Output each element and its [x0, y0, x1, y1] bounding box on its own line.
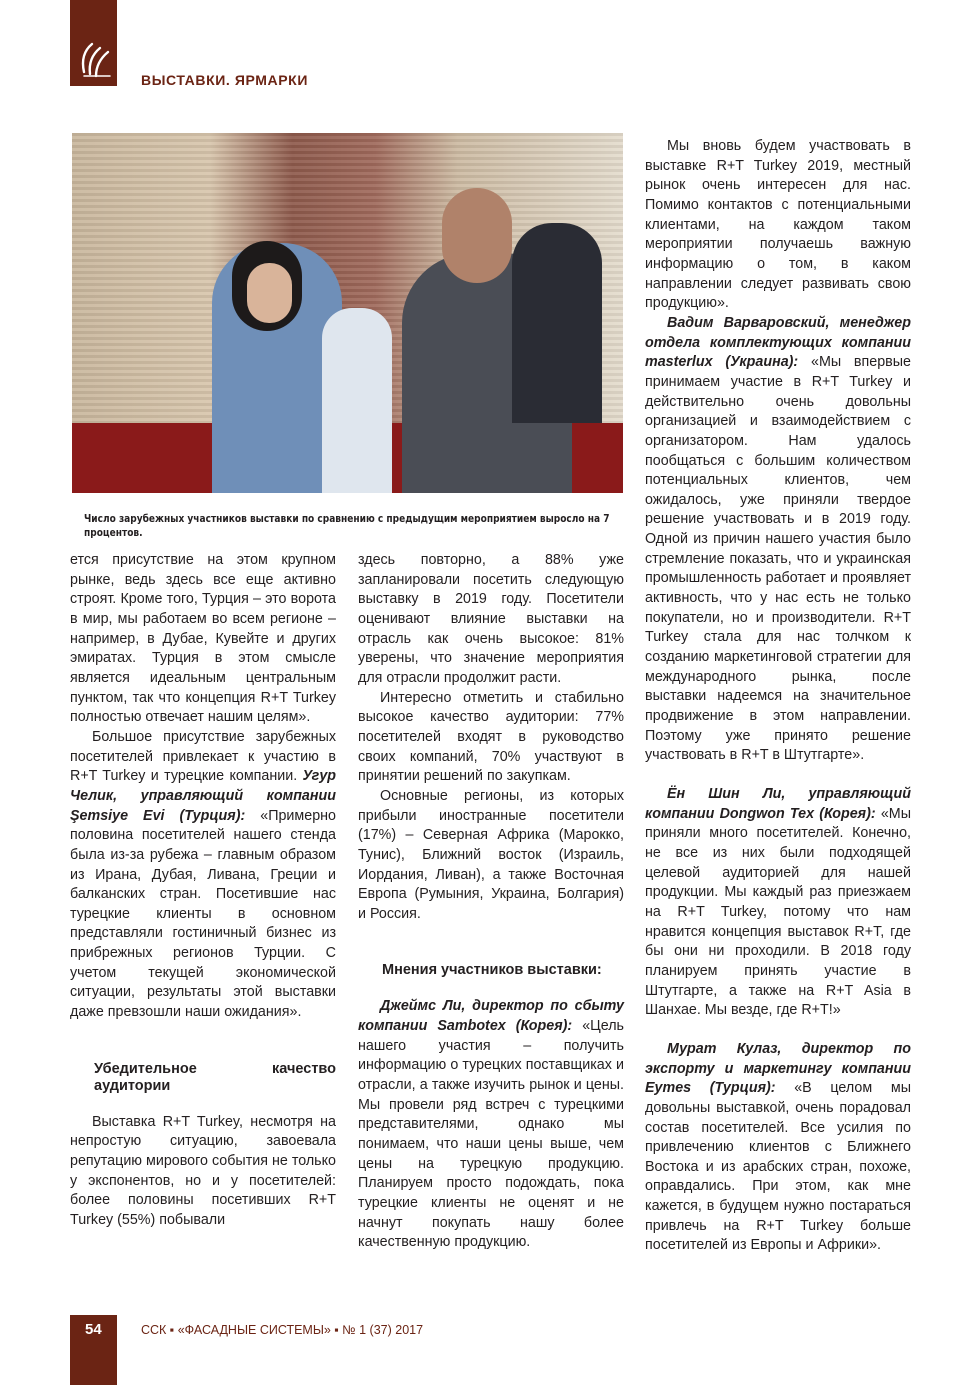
speaker-name: Ён Шин Ли, управляющий компании Dongwon Tex (Корея): [645, 786, 911, 822]
paragraph: Мы вновь будем участвовать в выставке R+T Turkey 2019, местный рынок очень интересен для нас. Помимо контактов с потенциальными клиентами, на каждом таком мероприятии получаешь важную информацию о том, в каком направлении следует развивать свою продукцию». [645, 138, 911, 312]
column-3 [645, 137, 911, 1256]
paragraph: Выставка R+T Turkey, несмотря на непростую ситуацию, завоевала репутацию мирового события не только у экспонентов, но и у посетителей: более половины посетивших R+T Turkey (55%) побывали [70, 1113, 336, 1229]
exhibition-photo [72, 133, 623, 493]
speaker-name: Вадим Варваровский, менеджер отдела комплектующих компании masterlux (Украина): [645, 314, 911, 371]
subheading [70, 1061, 336, 1095]
footer-publication: ССК ▪ «ФАСАДНЫЕ СИСТЕМЫ» ▪ № 1 (37) 2017 [141, 1323, 424, 1337]
paragraph [645, 314, 911, 766]
paragraph [645, 1040, 911, 1256]
quote-text: «В целом мы довольны выставкой, очень порадовал состав посетителей. Все усилия по привлечению клиентов с Ближнего Востока и из арабских стран, похоже, оправдались. При этом, как мне кажется, в будущем нужно постараться привлечь на R+T Turkey больше посетителей из Европы и Африки». [645, 1080, 911, 1254]
speaker-name: Мурат Кулаз, директор по экспорту и маркетингу компании Eymes (Турция): [645, 1040, 911, 1097]
column-2 [358, 551, 624, 1253]
column-1 [70, 551, 336, 1231]
subheading-text: Убедительное качество аудитории [94, 1060, 336, 1094]
paragraph: ется присутствие на этом крупном рынке, ведь здесь все еще активно строят. Кроме того, Турция – это ворота в мир, мы работаем во всем регионе – например, в Дубае, Кувейте и других эмиратах. Турция в этом смысле является идеальным центральным пунктом, так что концепция R+T Turkey полностью отвечает нашим целям». [70, 552, 336, 726]
photo-caption: Число зарубежных участников выставки по сравнению с предыдущим мероприятием выросло на 7 процентов. [84, 513, 610, 539]
subheading [358, 962, 624, 979]
quote-text: «Мы приняли много посетителей. Конечно, не все из них были подходящей целевой аудиторией для нашей продукции. Мы каждый раз приезжаем на R+T Turkey, потому что нам нравится концепция выставок R+T, где бы они ни проходили. В 2018 году планируем принять участие в Штутгарте, а также на R+T Asia в Шанхае. Мы везде, где R+T!» [645, 805, 911, 1019]
magazine-logo-icon [78, 40, 112, 80]
speaker-name: Джеймс Ли, директор по сбыту компании Sambotex (Корея): [358, 998, 624, 1035]
page-number: 54 [85, 1321, 102, 1338]
paragraph [645, 785, 911, 1021]
paragraph: здесь повторно, а 88% уже запланировали посетить следующую выставку в 2019 году. Посетители оценивают влияние выставки на отрасль как очень высокое: 81% уверены, что значение мероприятия для отрасли продолжит расти. [358, 552, 624, 686]
speaker-name: Угур Челик, управляющий компании Şemsiye Evi (Турция): [70, 768, 336, 824]
section-title: ВЫСТАВКИ. ЯРМАРКИ [141, 72, 308, 88]
quote-text: «Мы впервые принимаем участие в R+T Turkey и действительно очень довольны организацией и взаимодействием с организатором. Нам удалось пообщаться с большим количеством потенциальных клиентов, чем ожидалось, уже приняли твердое решение участвовать и в 2019 году. Одной из причин нашего участия было стремление показать, что и украинская промышленность работает и проявляет активность, что у нас есть не только покупатели, но и производители. R+T Turkey стала для нас толчком к созданию маркетинговой стратегии для международного рынка, после выставки надеемся на значительное продвижение в этом направлении. Поэтому уже принято решение участвовать в R+T в Штутгарте». [645, 354, 911, 764]
paragraph: Основные регионы, из которых прибыли иностранные посетители (17%) – Северная Африка (Марокко, Тунис), Ближний восток (Израиль, Иордания, Ливан), а также Восточная Европа (Румыния, Украина, Болгария) и Россия. [358, 787, 624, 922]
paragraph-text: Большое присутствие зарубежных посетителей привлекает к участию в R+T Turkey и турецкие компании. [70, 728, 336, 785]
paragraph [358, 997, 624, 1253]
paragraph: Интересно отметить и стабильно высокое качество аудитории: 77% посетителей входят в руководство своих компаний, 70% участвуют в принятии решений по закупкам. [358, 689, 624, 785]
subheading-text: Мнения участников выставки: [382, 962, 602, 979]
paragraph [70, 728, 336, 1023]
quote-text: «Примерно половина посетителей нашего стенда была из-за рубежа – главным образом из Ирана, Дубая, Ливана, Греции и балканских стран. Посетившие нас турецкие клиенты в основном представляли гостиничный бизнес из прибрежных регионов Турции. С учетом текущей экономической ситуации, результаты этой выставки даже превзошли наши ожидания». [70, 807, 336, 1021]
quote-text: «Цель нашего участия – получить информацию о турецких поставщиках и отрасли, а также изучить рынок и цены. Мы провели ряд встреч с турецкими представителями, однако мы понимаем, что наши цены выше, чем цены на турецкую продукцию. Планируем просто подождать, пока турецкие клиенты не оценят и не начнут покупать нашу более качественную продукцию. [358, 1018, 624, 1251]
